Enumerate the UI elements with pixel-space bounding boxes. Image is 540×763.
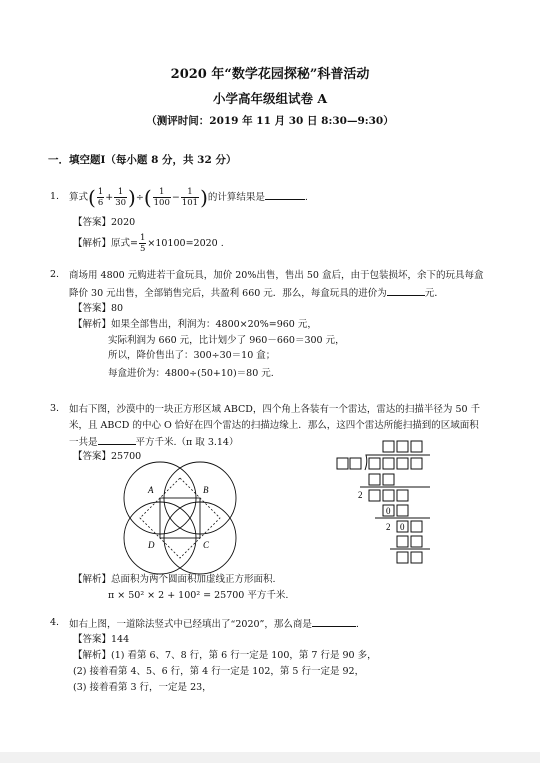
q1-number: 1. (50, 191, 60, 202)
q1-tail: 的计算结果是 (207, 192, 265, 203)
q2-line-1: 商场用 4800 元购进若干盒玩具，加价 20%出售，售出 50 盒后，由于包装损坏，余下的玩具每盒 (69, 270, 484, 281)
q1-lead: 算式 (69, 192, 89, 203)
q1-frac-1: $\frac{1}{6}$ (97, 187, 104, 208)
q2-solution-4: 每盒进价为：4800÷(50+10)＝80 元. (108, 368, 274, 379)
q2-solution-3: 所以，降价售出了：300÷30＝10 盒； (108, 350, 276, 361)
exam-subtitle: 小学高年级组试卷 A (212, 91, 328, 106)
q1-solution: 【解析】原式= $\frac{1}{5}$ ×10100=2020 . (73, 233, 224, 254)
q1-minus: − (171, 192, 180, 203)
q1-answer: 【答案】2020 (73, 217, 136, 228)
q1-lparen: ( (88, 185, 96, 210)
label-a: A (148, 485, 154, 495)
q3-line-3: 一共是 平方千米.（π 取 3.14） (69, 434, 238, 451)
div-digit-0b: 0 (400, 522, 405, 532)
div-digit-2b: 2 (386, 522, 391, 532)
q1-rparen: ) (128, 185, 136, 210)
label-b: B (203, 485, 209, 495)
q3-answer-blank (98, 434, 136, 445)
q1-expression: 算式( $\frac{1}{6}$ + $\frac{1}{30}$ )÷( $\frac{1}{100}$ − $\frac{1}{101}$ )的计算结果是 . (69, 185, 308, 210)
q4-solution-2: (2) 接着看第 4、5、6 行，第 4 行一定是 102，第 5 行一定是 92， (73, 666, 365, 677)
label-d: D (148, 540, 155, 550)
q2-answer: 【答案】80 (73, 303, 124, 314)
q3-line-1: 如右下图，沙漠中的一块正方形区域 ABCD，四个角上各装有一个雷达，雷达的扫描半径为 50 千 (69, 404, 481, 415)
q1-answer-blank (265, 189, 305, 200)
q4-line-1: 如右上图，一道除法竖式中已经填出了“2020”，那么商是 . (69, 616, 359, 633)
q4-solution-1: 【解析】(1) 看第 6、7、8 行，第 6 行一定是 100，第 7 行是 90 多， (73, 650, 377, 661)
long-division-figure (330, 440, 440, 570)
q2-solution-1: 【解析】如果全部售出，利润为：4800×20%=960 元， (73, 319, 317, 330)
q3-answer: 【答案】25700 (73, 451, 142, 462)
q4-solution-3: (3) 接着看第 3 行，一定是 23， (73, 682, 212, 693)
div-digit-0a: 0 (386, 506, 391, 516)
q2-answer-blank (387, 285, 425, 296)
q3-number: 3. (50, 403, 60, 414)
label-c: C (203, 540, 210, 550)
q1-plus: + (105, 192, 114, 203)
q1-lparen-2: ( (143, 185, 152, 210)
q1-frac-2: $\frac{1}{30}$ (115, 187, 127, 208)
q3-solution-1: 【解析】总面积为两个圆面积加虚线正方形面积. (73, 574, 276, 585)
q1-sol-frac: $\frac{1}{5}$ (139, 233, 146, 254)
q2-solution-2: 实际利润为 660 元，比计划少了 960－660＝300 元， (108, 335, 345, 346)
q1-rparen-2: ) (200, 185, 208, 210)
exam-time: （测评时间：2019 年 11 月 30 日 8:30—9:30） (146, 115, 394, 127)
q2-line-2: 降价 30 元出售，全部销售完后，共盈利 660 元．那么，每盒玩具的进价为 元． (69, 285, 444, 302)
div-digit-2a: 2 (358, 490, 363, 500)
exam-title: 2020 年“数学花园探秘”科普活动 (170, 67, 370, 82)
square-abcd (160, 498, 200, 538)
q3-solution-2: π × 50² × 2 + 100² = 25700 平方千米. (108, 590, 289, 601)
q4-number: 4. (50, 617, 60, 628)
q4-answer-blank (312, 616, 356, 627)
q3-line-2: 米，且 ABCD 的中心 O 恰好在四个雷达的扫描边缘上．那么，这四个雷达所能扫描到的区域面积 (69, 420, 479, 431)
q2-number: 2. (50, 269, 60, 280)
section-heading: 一．填空题Ⅰ（每小题 8 分，共 32 分） (48, 154, 237, 166)
q4-answer: 【答案】144 (73, 634, 130, 645)
q1-frac-4: $\frac{1}{101}$ (181, 187, 199, 208)
q1-frac-3: $\frac{1}{100}$ (153, 187, 170, 208)
q1-div: ÷ (135, 192, 144, 203)
radar-circles-figure (118, 460, 248, 578)
